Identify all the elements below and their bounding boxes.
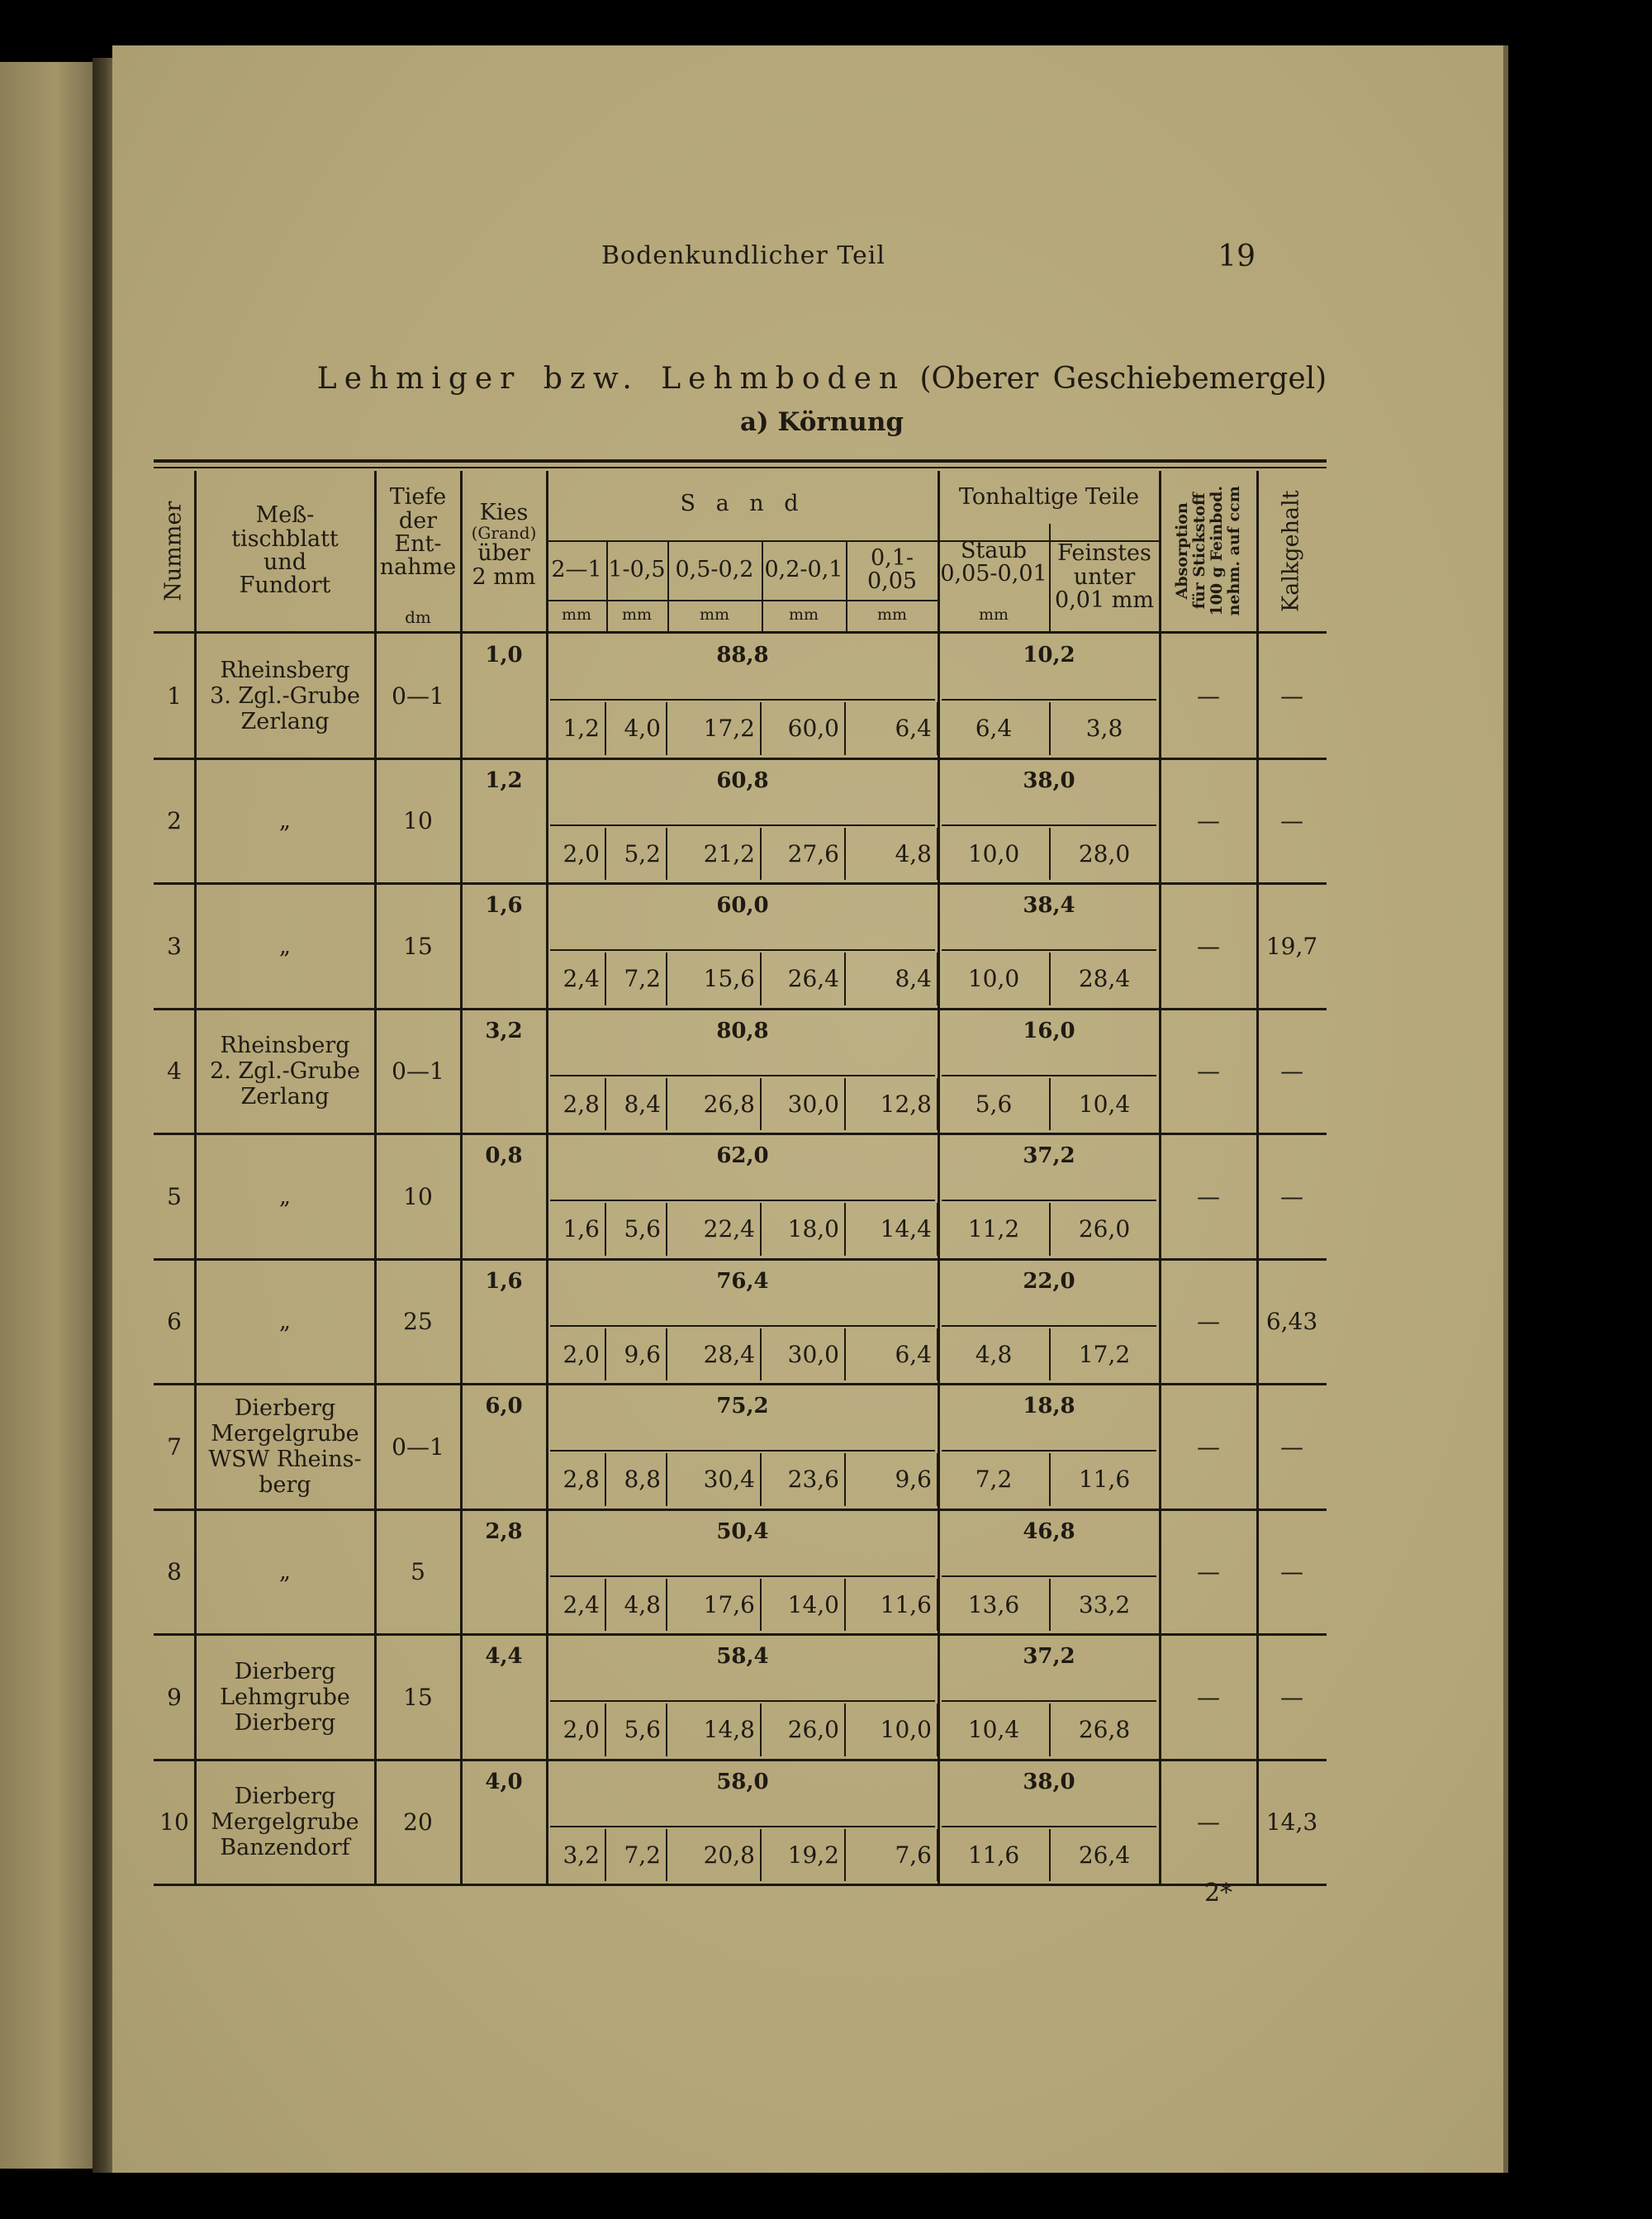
row-sand-rule — [550, 824, 935, 826]
header-nummer-label: Nummer — [160, 501, 187, 601]
row-fundort-line: Dierberg — [234, 1784, 336, 1810]
row-sand-value: 2,0 — [563, 1716, 600, 1744]
row-sand-sum: 60,8 — [716, 767, 769, 793]
row-ton-sum: 16,0 — [1023, 1018, 1075, 1043]
row-sand-value: 3,2 — [563, 1841, 600, 1869]
row-kalkgehalt: 6,43 — [1265, 1308, 1318, 1336]
row-number: 7 — [167, 1433, 182, 1461]
row-kies: 6,0 — [485, 1394, 523, 1419]
row-kalkgehalt: — — [1280, 1433, 1303, 1461]
header-sand-unit: mm — [788, 606, 819, 625]
row-sand-sum: 58,4 — [716, 1644, 769, 1670]
row-sand-sum: 62,0 — [716, 1143, 769, 1169]
row-sand-value: 17,2 — [703, 715, 755, 743]
row-sand-value: 27,6 — [787, 839, 839, 867]
row-fundort — [195, 634, 375, 758]
row-fundort-line: 2. Zgl.-Grube — [210, 1058, 360, 1085]
header-tiefe — [375, 471, 461, 595]
row-ton-rule — [942, 1450, 1156, 1452]
row-sand-value: 2,4 — [563, 1590, 600, 1618]
row-sand-value: 2,8 — [563, 1466, 600, 1494]
row-kalkgehalt: — — [1280, 1558, 1303, 1586]
row-ton-sum: 37,2 — [1023, 1143, 1075, 1169]
header-sand-unit: mm — [561, 606, 592, 625]
header-staub-line: Staub — [960, 537, 1028, 563]
row-sand-rule — [550, 699, 935, 701]
header-bottom-rule — [154, 631, 1327, 634]
row-ton-rule — [942, 1826, 1156, 1827]
row-sand-value: 7,2 — [624, 965, 661, 993]
row-kalkgehalt: 19,7 — [1265, 932, 1318, 960]
row-fundort-line: Mergelgrube — [211, 1421, 359, 1447]
signature-mark: 2* — [1203, 1879, 1233, 1908]
row-fundort-line: „ — [279, 1183, 291, 1209]
row-sand-value: 28,4 — [703, 1340, 755, 1368]
row-feinstes: 11,6 — [1078, 1466, 1131, 1494]
header-tiefe-line: nahme — [379, 554, 457, 581]
row-sand-value: 21,2 — [703, 839, 755, 867]
row-absorption: — — [1197, 1808, 1220, 1836]
row-sand-rule — [550, 1826, 935, 1827]
row-sand-value: 8,4 — [624, 1090, 661, 1118]
row-fundort-line: „ — [279, 1309, 291, 1335]
row-number: 6 — [167, 1308, 182, 1336]
row-number: 1 — [167, 682, 182, 710]
row-fundort-line: 3. Zgl.-Grube — [210, 682, 360, 709]
row-absorption: — — [1197, 1308, 1220, 1336]
row-fundort-line: Mergelgrube — [211, 1809, 359, 1836]
row-fundort — [195, 1761, 375, 1884]
row-tiefe: 5 — [411, 1558, 425, 1586]
row-sand-value: 14,0 — [787, 1590, 839, 1618]
row-sand-value: 5,6 — [624, 1716, 661, 1744]
page-number: 19 — [1218, 240, 1256, 273]
row-sand-value: 9,6 — [895, 1466, 932, 1494]
header-sand-unit: mm — [876, 606, 908, 625]
row-fundort — [195, 1385, 375, 1509]
table-subtitle: a) Körnung — [739, 407, 904, 437]
row-sand-value: 8,4 — [895, 965, 932, 993]
header-staub-unit: mm — [978, 606, 1009, 625]
row-kies: 4,4 — [485, 1644, 523, 1670]
row-number: 5 — [167, 1182, 182, 1210]
row-sand-value: 14,8 — [703, 1716, 755, 1744]
row-staub: 10,0 — [967, 965, 1020, 993]
row-kalkgehalt: — — [1280, 1057, 1303, 1086]
row-staub: 6,4 — [975, 715, 1013, 743]
running-head: Bodenkundlicher Teil — [601, 241, 885, 270]
row-number: 4 — [167, 1057, 182, 1086]
row-kies: 1,6 — [485, 893, 523, 919]
row-number: 9 — [167, 1683, 182, 1711]
row-sand-sum: 80,8 — [716, 1018, 769, 1043]
header-kies-line: (Grand) — [471, 523, 537, 544]
row-sand-value: 7,2 — [624, 1841, 661, 1869]
row-staub: 10,0 — [967, 839, 1020, 867]
row-fundort-line: Rheinsberg — [220, 1033, 350, 1059]
row-tiefe: 15 — [403, 1683, 433, 1711]
row-feinstes: 26,0 — [1078, 1215, 1131, 1243]
row-sand-value: 5,2 — [624, 839, 661, 867]
header-kies-line: 2 mm — [472, 563, 536, 590]
row-sand-value: 30,0 — [787, 1090, 839, 1118]
row-feinstes: 28,0 — [1078, 839, 1131, 867]
header-absorption-label — [1174, 486, 1243, 616]
row-sand-value: 6,4 — [895, 715, 932, 743]
row-staub: 7,2 — [975, 1466, 1013, 1494]
row-staub: 11,2 — [967, 1215, 1020, 1243]
row-sand-sum: 60,0 — [716, 893, 769, 919]
row-kies: 2,8 — [485, 1518, 523, 1544]
row-sand-value: 26,0 — [787, 1716, 839, 1744]
row-fundort-line: Lehmgrube — [220, 1684, 350, 1710]
row-kies: 4,0 — [485, 1769, 523, 1794]
header-messtischblatt-line: tischblatt — [231, 525, 339, 552]
row-sand-value: 15,6 — [703, 965, 755, 993]
header-absorption-line: Absorption — [1173, 502, 1192, 600]
row-feinstes: 17,2 — [1078, 1340, 1131, 1368]
row-tiefe: 15 — [403, 932, 433, 960]
header-sand-col: 2—1 — [551, 556, 602, 582]
row-ton-sum: 22,0 — [1023, 1268, 1075, 1294]
row-ton-sum: 18,8 — [1023, 1394, 1075, 1419]
header-absorption-line: nehm. auf ccm — [1224, 486, 1243, 616]
sand-subcolumn-rule — [846, 540, 847, 631]
row-ton-rule — [942, 699, 1156, 701]
title-main: Lehmiger bzw. Lehmboden — [316, 362, 906, 396]
row-ton-sum: 38,0 — [1023, 767, 1075, 793]
row-ton-rule — [942, 824, 1156, 826]
row-sand-value: 1,2 — [563, 715, 600, 743]
row-ton-sum: 38,0 — [1023, 1769, 1075, 1794]
row-sand-value: 30,0 — [787, 1340, 839, 1368]
row-tiefe: 0—1 — [392, 1433, 444, 1461]
header-tonhaltige: Tonhaltige Teile — [958, 483, 1140, 510]
header-sand-col: 0,2-0,1 — [764, 556, 843, 582]
row-ton-sum: 37,2 — [1023, 1644, 1075, 1670]
row-fundort-line: Dierberg — [234, 1658, 336, 1684]
row-ton-rule — [942, 1700, 1156, 1702]
row-fundort-line: Dierberg — [234, 1395, 336, 1422]
row-sand-rule — [550, 1200, 935, 1201]
row-kies: 0,8 — [485, 1143, 523, 1169]
header-sand-col: 0,5-0,2 — [675, 556, 754, 582]
row-kies: 1,0 — [485, 643, 523, 668]
header-kalkgehalt — [1257, 471, 1327, 631]
header-tiefe-unit: dm — [405, 606, 431, 627]
row-ton-sum: 38,4 — [1023, 893, 1075, 919]
row-feinstes: 26,4 — [1078, 1841, 1131, 1869]
header-nummer — [154, 471, 195, 631]
sand-subcolumn-rule — [762, 540, 763, 631]
row-ton-sum: 46,8 — [1023, 1518, 1075, 1544]
row-fundort-line: „ — [279, 933, 291, 959]
row-absorption: — — [1197, 1433, 1220, 1461]
header-messtischblatt-line: Meß- — [255, 502, 315, 529]
row-sand-value: 5,6 — [624, 1215, 661, 1243]
header-kies-line: Kies — [479, 499, 529, 525]
row-sand-sum: 50,4 — [716, 1518, 769, 1544]
header-feinstes — [1049, 525, 1160, 630]
row-kalkgehalt: — — [1280, 807, 1303, 835]
row-sand-rule — [550, 1075, 935, 1076]
row-sand-value: 2,4 — [563, 965, 600, 993]
header-sand-col: 1-0,5 — [608, 556, 666, 582]
row-sand-value: 18,0 — [787, 1215, 839, 1243]
column-rule — [546, 471, 548, 1886]
row-fundort — [195, 1636, 375, 1759]
row-tiefe: 0—1 — [392, 682, 444, 710]
row-sand-value: 11,6 — [880, 1590, 932, 1618]
row-feinstes: 33,2 — [1078, 1590, 1131, 1618]
row-staub: 5,6 — [975, 1090, 1013, 1118]
row-fundort-line: Zerlang — [240, 708, 330, 734]
row-fundort — [195, 885, 375, 1008]
row-sand-value: 6,4 — [895, 1340, 932, 1368]
row-fundort-line: „ — [279, 808, 291, 834]
row-sand-value: 8,8 — [624, 1466, 661, 1494]
row-fundort-line: WSW Rheins- — [208, 1447, 362, 1473]
row-tiefe: 25 — [403, 1308, 433, 1336]
row-sand-value: 4,0 — [624, 715, 661, 743]
header-sand-col: 0,1-0,05 — [866, 544, 918, 594]
row-fundort — [195, 1010, 375, 1133]
row-staub: 4,8 — [975, 1340, 1013, 1368]
header-tiefe-line: der — [398, 507, 438, 534]
row-fundort-line: Banzendorf — [220, 1835, 350, 1861]
row-sand-value: 9,6 — [624, 1340, 661, 1368]
row-sand-value: 19,2 — [787, 1841, 839, 1869]
row-sand-value: 4,8 — [895, 839, 932, 867]
sand-unit-rule — [547, 600, 938, 601]
row-ton-rule — [942, 1575, 1156, 1577]
row-sand-value: 14,4 — [880, 1215, 932, 1243]
row-sand-value: 17,6 — [703, 1590, 755, 1618]
row-kalkgehalt: 14,3 — [1265, 1808, 1318, 1836]
row-number: 3 — [167, 932, 182, 960]
row-feinstes: 10,4 — [1078, 1090, 1131, 1118]
row-sand-value: 10,0 — [880, 1716, 932, 1744]
row-sand-sum: 75,2 — [716, 1394, 769, 1419]
row-tiefe: 10 — [403, 807, 433, 835]
title-parenthetical: (Oberer Geschiebemergel) — [919, 362, 1327, 396]
row-ton-rule — [942, 949, 1156, 951]
header-kies — [461, 471, 547, 620]
header-messtischblatt — [195, 471, 375, 631]
row-feinstes: 28,4 — [1078, 965, 1131, 993]
row-feinstes: 26,8 — [1078, 1716, 1131, 1744]
row-fundort-line: berg — [259, 1472, 311, 1499]
row-kalkgehalt: — — [1280, 1683, 1303, 1711]
koernung-table — [154, 459, 1327, 1877]
header-kies-line: über — [477, 540, 530, 567]
header-sand: S a n d — [680, 490, 805, 516]
row-fundort-line: Zerlang — [240, 1084, 330, 1110]
row-sand-rule — [550, 1700, 935, 1702]
row-feinstes: 3,8 — [1085, 715, 1123, 743]
header-feinstes-line: Feinstes — [1057, 540, 1151, 567]
row-kies: 1,6 — [485, 1268, 523, 1294]
header-sand-unit: mm — [621, 606, 653, 625]
row-rule — [154, 1884, 1327, 1886]
header-absorption-line: 100 g Feinbod. — [1208, 486, 1227, 616]
header-staub-line: 0,05-0,01 — [940, 561, 1047, 587]
row-ton-rule — [942, 1075, 1156, 1076]
header-sand-unit: mm — [699, 606, 730, 625]
row-sand-sum: 76,4 — [716, 1268, 769, 1294]
row-sand-sum: 88,8 — [716, 643, 769, 668]
row-tiefe: 20 — [403, 1808, 433, 1836]
row-sand-value: 60,0 — [787, 715, 839, 743]
row-absorption: — — [1197, 1057, 1220, 1086]
row-staub: 10,4 — [967, 1716, 1020, 1744]
row-fundort — [195, 1261, 375, 1384]
header-feinstes-line: unter — [1073, 563, 1136, 590]
header-messtischblatt-line: und — [263, 549, 307, 575]
row-sand-value: 12,8 — [880, 1090, 932, 1118]
header-tiefe-line: Tiefe — [389, 484, 447, 511]
row-kies: 3,2 — [485, 1018, 523, 1043]
header-absorption — [1160, 471, 1257, 631]
row-ton-sum: 10,2 — [1023, 643, 1075, 668]
header-feinstes-line: 0,01 mm — [1055, 587, 1154, 614]
row-sand-rule — [550, 1450, 935, 1452]
row-sand-value: 2,0 — [563, 839, 600, 867]
row-sand-value: 20,8 — [703, 1841, 755, 1869]
row-absorption: — — [1197, 932, 1220, 960]
row-sand-value: 4,8 — [624, 1590, 661, 1618]
row-sand-value: 2,0 — [563, 1340, 600, 1368]
header-kalkgehalt-label: Kalkgehalt — [1278, 490, 1304, 612]
sand-subcolumn-rule — [606, 540, 608, 631]
row-sand-value: 1,6 — [563, 1215, 600, 1243]
header-messtischblatt-line: Fundort — [239, 573, 331, 599]
row-absorption: — — [1197, 682, 1220, 710]
row-sand-value: 22,4 — [703, 1215, 755, 1243]
row-sand-rule — [550, 1575, 935, 1577]
table-top-rule — [154, 459, 1327, 463]
row-number: 2 — [167, 807, 182, 835]
row-fundort-line: „ — [279, 1559, 291, 1585]
header-staub — [938, 525, 1049, 600]
row-sand-rule — [550, 1325, 935, 1327]
facing-page-edge — [0, 62, 93, 2169]
table-title — [157, 362, 1487, 396]
row-ton-rule — [942, 1200, 1156, 1201]
row-sand-value: 26,8 — [703, 1090, 755, 1118]
row-kalkgehalt: — — [1280, 1182, 1303, 1210]
row-staub: 13,6 — [967, 1590, 1020, 1618]
row-kies: 1,2 — [485, 767, 523, 793]
row-sand-sum: 58,0 — [716, 1769, 769, 1794]
row-ton-rule — [942, 1325, 1156, 1327]
row-fundort-line: Dierberg — [234, 1709, 336, 1736]
table-top-rule-thin — [154, 467, 1327, 468]
header-absorption-line: für Stickstoff — [1190, 492, 1209, 610]
row-sand-value: 30,4 — [703, 1466, 755, 1494]
row-sand-value: 2,8 — [563, 1090, 600, 1118]
row-staub: 11,6 — [967, 1841, 1020, 1869]
row-absorption: — — [1197, 1558, 1220, 1586]
row-kalkgehalt: — — [1280, 682, 1303, 710]
row-sand-value: 23,6 — [787, 1466, 839, 1494]
row-number: 10 — [159, 1808, 189, 1836]
row-tiefe: 0—1 — [392, 1057, 444, 1086]
row-sand-value: 7,6 — [895, 1841, 932, 1869]
column-rule — [938, 471, 940, 1886]
row-fundort — [195, 1511, 375, 1634]
sand-subcolumn-rule — [667, 540, 669, 631]
row-absorption: — — [1197, 1182, 1220, 1210]
row-fundort — [195, 760, 375, 883]
row-fundort-line: Rheinsberg — [220, 657, 350, 683]
row-number: 8 — [167, 1558, 182, 1586]
row-sand-value: 26,4 — [787, 965, 839, 993]
row-absorption: — — [1197, 1683, 1220, 1711]
page-edge — [1503, 45, 1508, 2173]
book-gutter — [93, 58, 114, 2173]
header-tiefe-line: Ent- — [394, 531, 442, 557]
row-sand-rule — [550, 949, 935, 951]
row-fundort — [195, 1135, 375, 1258]
row-absorption: — — [1197, 807, 1220, 835]
row-tiefe: 10 — [403, 1182, 433, 1210]
